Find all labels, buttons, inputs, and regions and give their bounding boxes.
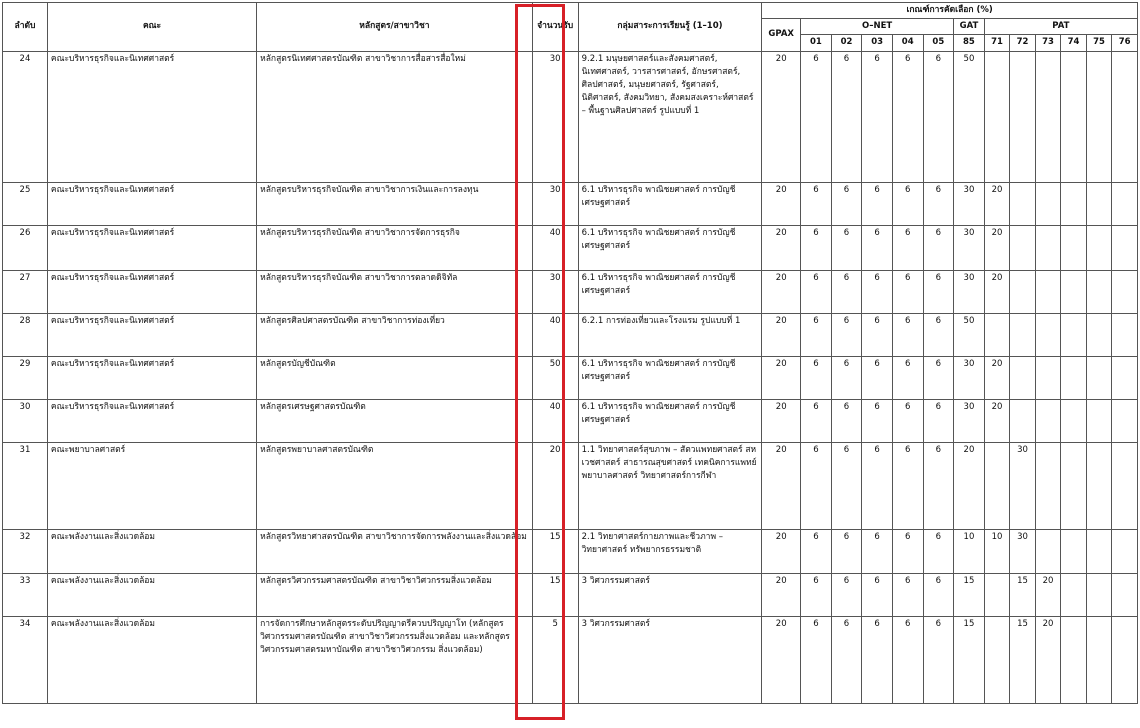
row-pat-72 [1010, 356, 1036, 399]
row-pat-74 [1061, 182, 1087, 225]
row-onet-3: 6 [862, 270, 893, 313]
table-row [3, 529, 1138, 573]
row-pat-75 [1086, 51, 1112, 182]
row-gpax: 20 [762, 399, 801, 442]
header-onet-04: 04 [892, 35, 923, 51]
row-onet-5: 6 [923, 442, 954, 529]
row-onet-1: 6 [801, 51, 832, 182]
header-pat-73: 73 [1035, 35, 1061, 51]
header-gat: GAT [954, 19, 985, 35]
row-faculty: คณะพลังงานและสิ่งแวดล้อม [47, 573, 256, 616]
row-onet-5: 6 [923, 51, 954, 182]
row-onet-5: 6 [923, 182, 954, 225]
row-onet-1: 6 [801, 616, 832, 703]
row-pat-71 [984, 573, 1010, 616]
table-row [3, 573, 1138, 616]
row-pat-74 [1061, 442, 1087, 529]
row-onet-3: 6 [862, 573, 893, 616]
row-quota: 20 [532, 442, 578, 529]
row-learning-group: 6.2.1 การท่องเที่ยวและโรงแรม รูปแบบที่ 1 [578, 313, 762, 356]
row-onet-1: 6 [801, 313, 832, 356]
table-row [3, 616, 1138, 703]
row-pat-76 [1112, 51, 1138, 182]
row-gat: 15 [954, 616, 985, 703]
admission-criteria-table [2, 2, 1138, 704]
table-row [3, 399, 1138, 442]
row-pat-76 [1112, 573, 1138, 616]
row-onet-2: 6 [831, 225, 862, 270]
row-pat-73 [1035, 225, 1061, 270]
row-gat: 30 [954, 225, 985, 270]
row-pat-71 [984, 442, 1010, 529]
row-pat-72: 15 [1010, 616, 1036, 703]
row-pat-71: 20 [984, 270, 1010, 313]
row-learning-group: 3 วิศวกรรมศาสตร์ [578, 573, 762, 616]
row-gpax: 20 [762, 270, 801, 313]
row-onet-1: 6 [801, 182, 832, 225]
row-program: หลักสูตรบัญชีบัณฑิต [257, 356, 533, 399]
row-order: 30 [3, 399, 48, 442]
table-row [3, 182, 1138, 225]
row-learning-group: 6.1 บริหารธุรกิจ พาณิชยศาสตร์ การบัญชี เศรษฐศาสตร์ [578, 270, 762, 313]
row-pat-71: 20 [984, 356, 1010, 399]
row-onet-4: 6 [892, 313, 923, 356]
row-learning-group: 2.1 วิทยาศาสตร์กายภาพและชีวภาพ – วิทยาศาสตร์ ทรัพยากรธรรมชาติ [578, 529, 762, 573]
row-learning-group: 6.1 บริหารธุรกิจ พาณิชยศาสตร์ การบัญชี เศรษฐศาสตร์ [578, 399, 762, 442]
row-faculty: คณะบริหารธุรกิจและนิเทศศาสตร์ [47, 270, 256, 313]
row-onet-5: 6 [923, 225, 954, 270]
row-quota: 30 [532, 51, 578, 182]
row-quota: 50 [532, 356, 578, 399]
row-faculty: คณะบริหารธุรกิจและนิเทศศาสตร์ [47, 182, 256, 225]
row-pat-74 [1061, 399, 1087, 442]
row-onet-2: 6 [831, 356, 862, 399]
row-pat-73 [1035, 270, 1061, 313]
row-faculty: คณะบริหารธุรกิจและนิเทศศาสตร์ [47, 313, 256, 356]
row-onet-3: 6 [862, 442, 893, 529]
row-pat-73 [1035, 529, 1061, 573]
row-faculty: คณะพลังงานและสิ่งแวดล้อม [47, 529, 256, 573]
row-quota: 40 [532, 313, 578, 356]
row-pat-71: 10 [984, 529, 1010, 573]
row-order: 31 [3, 442, 48, 529]
row-learning-group: 9.2.1 มนุษยศาสตร์และสังคมศาสตร์, นิเทศศาสตร์, วารสารศาสตร์, อักษรศาสตร์, ศิลปศาสตร์, มนุษยศาสตร์, รัฐศาสตร์, นิติศาสตร์, สังคมวิทยา, สังคมสงเคราะห์ศาสตร์ – พื้นฐานศิลปศาสตร์ รูปแบบที่ 1 [578, 51, 762, 182]
row-pat-76 [1112, 442, 1138, 529]
row-pat-71: 20 [984, 225, 1010, 270]
row-onet-3: 6 [862, 616, 893, 703]
row-pat-74 [1061, 270, 1087, 313]
header-faculty: คณะ [47, 3, 256, 52]
row-pat-75 [1086, 182, 1112, 225]
row-pat-73 [1035, 51, 1061, 182]
row-pat-74 [1061, 573, 1087, 616]
row-pat-71: 20 [984, 399, 1010, 442]
row-pat-76 [1112, 270, 1138, 313]
row-onet-3: 6 [862, 51, 893, 182]
header-onet-02: 02 [831, 35, 862, 51]
row-onet-4: 6 [892, 529, 923, 573]
row-order: 27 [3, 270, 48, 313]
row-onet-4: 6 [892, 225, 923, 270]
row-onet-5: 6 [923, 616, 954, 703]
row-onet-3: 6 [862, 182, 893, 225]
row-pat-72 [1010, 313, 1036, 356]
row-gat: 30 [954, 270, 985, 313]
row-pat-76 [1112, 225, 1138, 270]
row-onet-3: 6 [862, 529, 893, 573]
row-pat-76 [1112, 399, 1138, 442]
row-pat-71 [984, 51, 1010, 182]
row-onet-5: 6 [923, 529, 954, 573]
row-quota: 40 [532, 225, 578, 270]
row-pat-75 [1086, 573, 1112, 616]
row-onet-1: 6 [801, 442, 832, 529]
row-pat-71: 20 [984, 182, 1010, 225]
row-onet-2: 6 [831, 270, 862, 313]
row-onet-4: 6 [892, 616, 923, 703]
row-onet-4: 6 [892, 399, 923, 442]
row-pat-74 [1061, 51, 1087, 182]
row-gat: 10 [954, 529, 985, 573]
row-quota: 30 [532, 270, 578, 313]
row-program: หลักสูตรศิลปศาสตรบัณฑิต สาขาวิชาการท่องเที่ยว [257, 313, 533, 356]
row-pat-73: 20 [1035, 573, 1061, 616]
header-pat-76: 76 [1112, 35, 1138, 51]
row-gpax: 20 [762, 313, 801, 356]
table-row [3, 225, 1138, 270]
row-gat: 30 [954, 182, 985, 225]
row-order: 25 [3, 182, 48, 225]
row-onet-4: 6 [892, 182, 923, 225]
row-onet-5: 6 [923, 399, 954, 442]
row-onet-2: 6 [831, 616, 862, 703]
row-gpax: 20 [762, 51, 801, 182]
row-onet-4: 6 [892, 573, 923, 616]
row-program: หลักสูตรวิศวกรรมศาสตรบัณฑิต สาขาวิชาวิศวกรรมสิ่งแวดล้อม [257, 573, 533, 616]
header-quota: จำนวนรับ [532, 3, 578, 52]
table-row [3, 313, 1138, 356]
header-order: ลำดับ [3, 3, 48, 52]
row-pat-75 [1086, 399, 1112, 442]
header-onet: O–NET [801, 19, 954, 35]
row-program: หลักสูตรเศรษฐศาสตรบัณฑิต [257, 399, 533, 442]
header-pat-72: 72 [1010, 35, 1036, 51]
row-learning-group: 6.1 บริหารธุรกิจ พาณิชยศาสตร์ การบัญชี เศรษฐศาสตร์ [578, 182, 762, 225]
row-pat-75 [1086, 225, 1112, 270]
row-onet-3: 6 [862, 313, 893, 356]
header-pat: PAT [984, 19, 1137, 35]
table-row [3, 51, 1138, 182]
header-onet-01: 01 [801, 35, 832, 51]
row-pat-76 [1112, 356, 1138, 399]
row-onet-3: 6 [862, 225, 893, 270]
row-pat-73: 20 [1035, 616, 1061, 703]
row-onet-2: 6 [831, 313, 862, 356]
table-body [3, 51, 1138, 703]
row-pat-71 [984, 313, 1010, 356]
row-pat-74 [1061, 313, 1087, 356]
row-order: 32 [3, 529, 48, 573]
row-onet-2: 6 [831, 182, 862, 225]
row-faculty: คณะพยาบาลศาสตร์ [47, 442, 256, 529]
row-gat: 20 [954, 442, 985, 529]
row-onet-1: 6 [801, 573, 832, 616]
row-gat: 30 [954, 356, 985, 399]
row-gpax: 20 [762, 616, 801, 703]
header-pat-71: 71 [984, 35, 1010, 51]
row-pat-75 [1086, 442, 1112, 529]
row-pat-72: 15 [1010, 573, 1036, 616]
row-pat-74 [1061, 356, 1087, 399]
row-learning-group: 6.1 บริหารธุรกิจ พาณิชยศาสตร์ การบัญชี เศรษฐศาสตร์ [578, 356, 762, 399]
row-program: หลักสูตรวิทยาศาสตรบัณฑิต สาขาวิชาการจัดการพลังงานและสิ่งแวดล้อม [257, 529, 533, 573]
row-order: 34 [3, 616, 48, 703]
row-onet-2: 6 [831, 529, 862, 573]
row-program: การจัดการศึกษาหลักสูตรระดับปริญญาตรีควบปริญญาโท (หลักสูตรวิศวกรรมศาสตรบัณฑิต สาขาวิชาวิศวกรรมสิ่งแวดล้อม และหลักสูตรวิศวกรรมศาสตรมหาบัณฑิต สาขาวิชาวิศวกรรม สิ่งแวดล้อม) [257, 616, 533, 703]
row-pat-74 [1061, 225, 1087, 270]
row-pat-72 [1010, 270, 1036, 313]
row-gpax: 20 [762, 442, 801, 529]
row-pat-74 [1061, 616, 1087, 703]
row-onet-4: 6 [892, 51, 923, 182]
row-pat-73 [1035, 356, 1061, 399]
row-order: 26 [3, 225, 48, 270]
table-row [3, 270, 1138, 313]
row-onet-3: 6 [862, 356, 893, 399]
row-pat-73 [1035, 442, 1061, 529]
header-criteria: เกณฑ์การคัดเลือก (%) [762, 3, 1138, 19]
row-onet-2: 6 [831, 399, 862, 442]
row-learning-group: 3 วิศวกรรมศาสตร์ [578, 616, 762, 703]
row-program: หลักสูตรพยาบาลศาสตรบัณฑิต [257, 442, 533, 529]
row-quota: 5 [532, 616, 578, 703]
row-onet-1: 6 [801, 529, 832, 573]
row-learning-group: 6.1 บริหารธุรกิจ พาณิชยศาสตร์ การบัญชี เศรษฐศาสตร์ [578, 225, 762, 270]
row-order: 24 [3, 51, 48, 182]
row-onet-4: 6 [892, 442, 923, 529]
row-faculty: คณะบริหารธุรกิจและนิเทศศาสตร์ [47, 51, 256, 182]
row-order: 29 [3, 356, 48, 399]
header-pat-74: 74 [1061, 35, 1087, 51]
row-onet-1: 6 [801, 270, 832, 313]
row-onet-3: 6 [862, 399, 893, 442]
row-pat-72 [1010, 51, 1036, 182]
row-pat-72: 30 [1010, 529, 1036, 573]
row-onet-1: 6 [801, 356, 832, 399]
row-pat-75 [1086, 616, 1112, 703]
row-gat: 30 [954, 399, 985, 442]
table-row [3, 356, 1138, 399]
row-pat-75 [1086, 270, 1112, 313]
row-faculty: คณะบริหารธุรกิจและนิเทศศาสตร์ [47, 225, 256, 270]
row-onet-2: 6 [831, 442, 862, 529]
header-gpax: GPAX [762, 19, 801, 51]
row-onet-5: 6 [923, 270, 954, 313]
row-pat-74 [1061, 529, 1087, 573]
row-pat-72: 30 [1010, 442, 1036, 529]
row-gpax: 20 [762, 182, 801, 225]
row-faculty: คณะบริหารธุรกิจและนิเทศศาสตร์ [47, 356, 256, 399]
row-onet-4: 6 [892, 270, 923, 313]
row-pat-73 [1035, 313, 1061, 356]
row-pat-75 [1086, 356, 1112, 399]
row-gpax: 20 [762, 225, 801, 270]
row-gat: 50 [954, 51, 985, 182]
row-pat-73 [1035, 399, 1061, 442]
header-program: หลักสูตร/สาขาวิชา [257, 3, 533, 52]
row-pat-76 [1112, 182, 1138, 225]
header-gat-85: 85 [954, 35, 985, 51]
header-pat-75: 75 [1086, 35, 1112, 51]
row-onet-5: 6 [923, 573, 954, 616]
row-faculty: คณะพลังงานและสิ่งแวดล้อม [47, 616, 256, 703]
row-program: หลักสูตรนิเทศศาสตรบัณฑิต สาขาวิชาการสื่อสารสื่อใหม่ [257, 51, 533, 182]
row-program: หลักสูตรบริหารธุรกิจบัณฑิต สาขาวิชาการจัดการธุรกิจ [257, 225, 533, 270]
row-pat-71 [984, 616, 1010, 703]
row-program: หลักสูตรบริหารธุรกิจบัณฑิต สาขาวิชาการตลาดดิจิทัล [257, 270, 533, 313]
row-gat: 50 [954, 313, 985, 356]
row-onet-1: 6 [801, 399, 832, 442]
table-row [3, 442, 1138, 529]
row-quota: 30 [532, 182, 578, 225]
row-gat: 15 [954, 573, 985, 616]
row-pat-72 [1010, 182, 1036, 225]
row-quota: 15 [532, 573, 578, 616]
row-onet-4: 6 [892, 356, 923, 399]
row-pat-76 [1112, 616, 1138, 703]
row-faculty: คณะบริหารธุรกิจและนิเทศศาสตร์ [47, 399, 256, 442]
row-onet-2: 6 [831, 51, 862, 182]
header-onet-05: 05 [923, 35, 954, 51]
header-onet-03: 03 [862, 35, 893, 51]
row-gpax: 20 [762, 529, 801, 573]
row-order: 28 [3, 313, 48, 356]
row-gpax: 20 [762, 356, 801, 399]
row-pat-73 [1035, 182, 1061, 225]
row-gpax: 20 [762, 573, 801, 616]
row-onet-2: 6 [831, 573, 862, 616]
row-quota: 40 [532, 399, 578, 442]
row-learning-group: 1.1 วิทยาศาสตร์สุขภาพ – สัตวแพทยศาสตร์ สหเวชศาสตร์ สาธารณสุขศาสตร์ เทคนิคการแพทย์ พยาบาลศาสตร์ วิทยาศาสตร์การกีฬา [578, 442, 762, 529]
row-pat-75 [1086, 529, 1112, 573]
row-pat-76 [1112, 313, 1138, 356]
row-pat-76 [1112, 529, 1138, 573]
row-onet-5: 6 [923, 313, 954, 356]
row-quota: 15 [532, 529, 578, 573]
row-program: หลักสูตรบริหารธุรกิจบัณฑิต สาขาวิชาการเงินและการลงทุน [257, 182, 533, 225]
row-pat-72 [1010, 225, 1036, 270]
row-onet-1: 6 [801, 225, 832, 270]
header-group: กลุ่มสาระการเรียนรู้ (1–10) [578, 3, 762, 52]
row-order: 33 [3, 573, 48, 616]
row-pat-72 [1010, 399, 1036, 442]
row-onet-5: 6 [923, 356, 954, 399]
row-pat-75 [1086, 313, 1112, 356]
